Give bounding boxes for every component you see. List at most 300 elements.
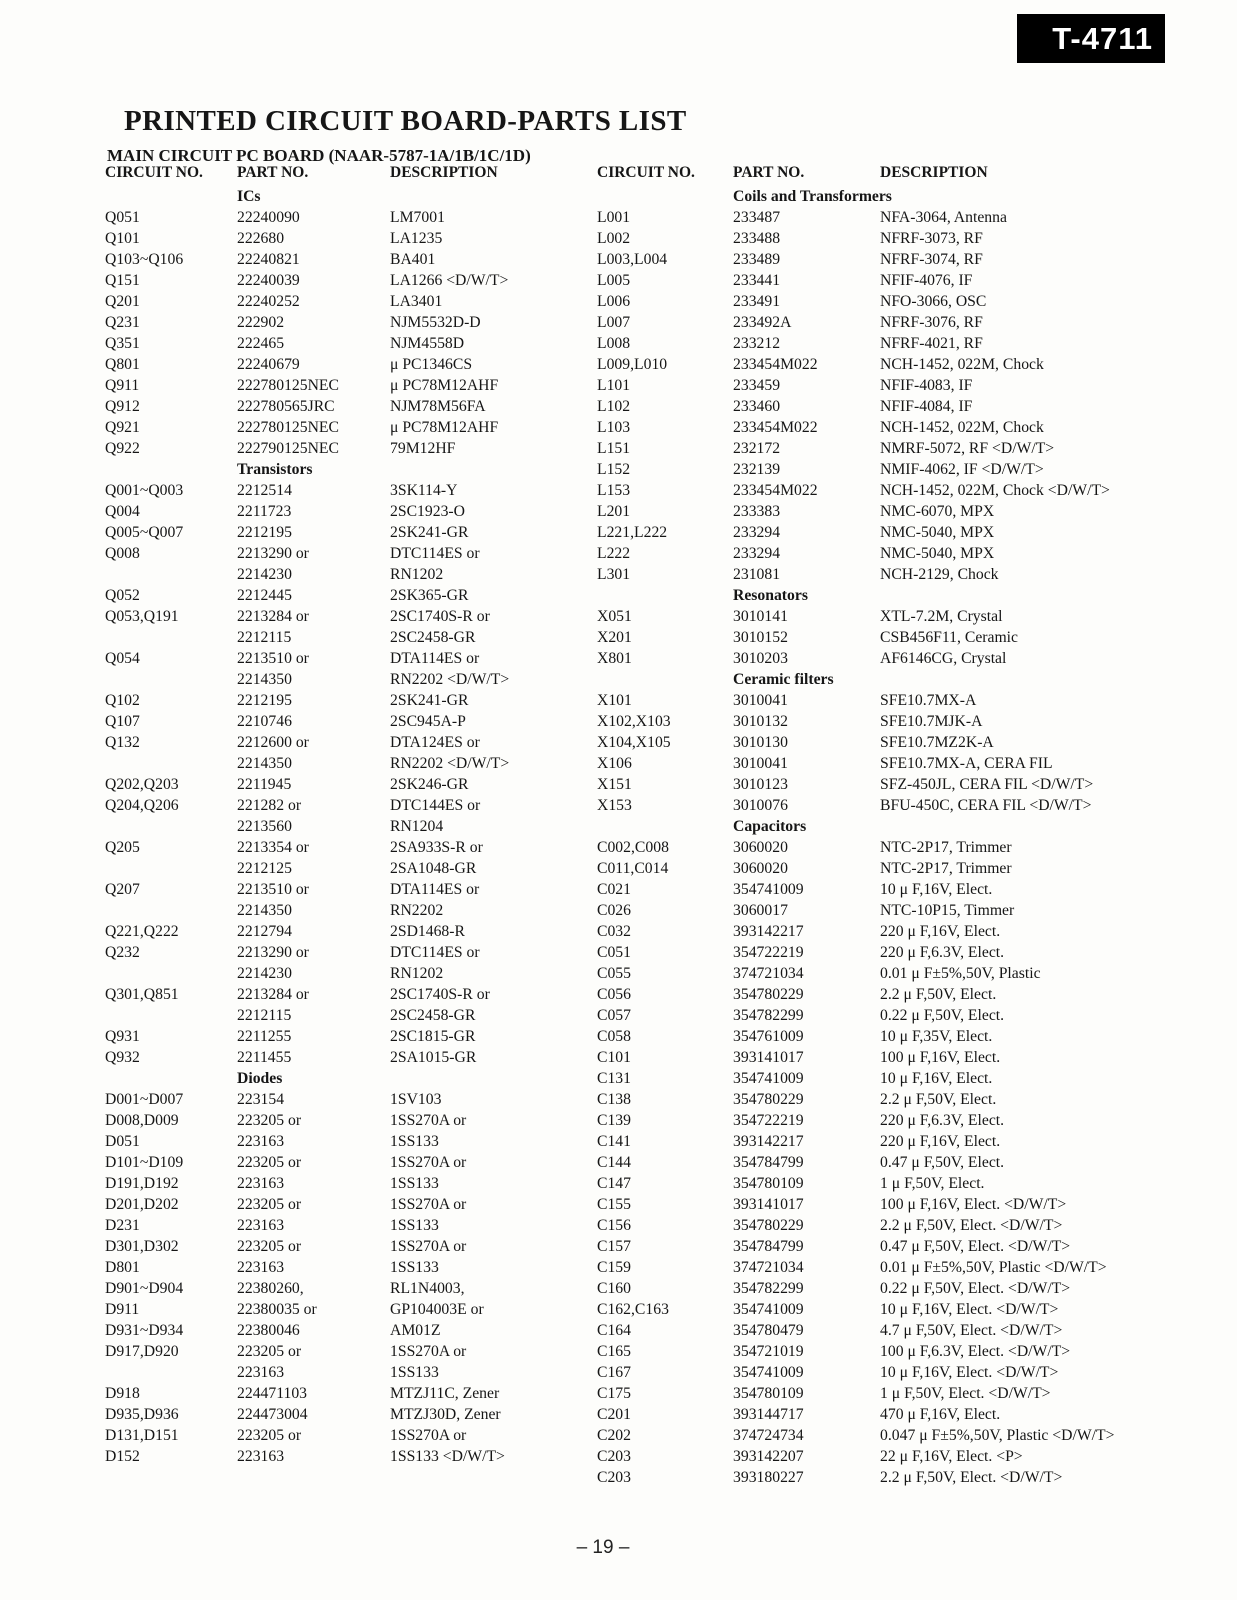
table-row: [597, 396, 1232, 417]
description-cell: NFRF-4021, RF: [880, 335, 983, 352]
description-cell: 10 μ F,35V, Elect.: [880, 1028, 993, 1045]
section-row: [105, 186, 610, 207]
circuit-no-cell: L007: [597, 314, 631, 331]
table-row: [105, 1131, 610, 1152]
part-no-cell: 223154: [237, 1091, 285, 1108]
description-cell: SFZ-450JL, CERA FIL <D/W/T>: [880, 776, 1094, 793]
part-no-cell: 3010130: [733, 734, 788, 751]
board-subtitle: MAIN CIRCUIT PC BOARD (NAAR-5787-1A/1B/1C/1D): [107, 146, 531, 165]
table-row: [597, 291, 1232, 312]
circuit-no-cell: C057: [597, 1007, 631, 1024]
table-row: [105, 1383, 610, 1404]
part-no-cell: 2212794: [237, 923, 292, 940]
part-no-cell: 354780109: [733, 1175, 804, 1192]
part-no-cell: 354782299: [733, 1280, 804, 1297]
table-row: [105, 984, 610, 1005]
part-no-cell: 222780125NEC: [237, 377, 339, 394]
part-no-cell: 2213560: [237, 818, 292, 835]
circuit-no-cell: [597, 816, 733, 837]
part-no-cell: 2212514: [237, 482, 292, 499]
description-cell: 2SK365-GR: [390, 587, 469, 604]
table-row: [105, 396, 610, 417]
circuit-no-cell: D231: [105, 1217, 140, 1234]
description-cell: RL1N4003,: [390, 1280, 465, 1297]
table-row: [597, 1299, 1232, 1320]
table-row: [105, 942, 610, 963]
right-table-header: [597, 164, 988, 182]
table-row: [597, 459, 1232, 480]
circuit-no-cell: Q204,Q206: [105, 797, 179, 814]
circuit-no-cell: L301: [597, 566, 631, 583]
circuit-no-cell: Q207: [105, 881, 140, 898]
table-row: [597, 879, 1232, 900]
description-cell: 1SS133 <D/W/T>: [390, 1448, 505, 1465]
description-cell: 3SK114-Y: [390, 482, 458, 499]
description-cell: LA3401: [390, 293, 443, 310]
part-no-cell: 223163: [237, 1217, 285, 1234]
table-row: [597, 627, 1232, 648]
circuit-no-cell: C159: [597, 1259, 631, 1276]
circuit-no-cell: L153: [597, 482, 631, 499]
part-no-cell: 393141017: [733, 1196, 804, 1213]
circuit-no-cell: C032: [597, 923, 631, 940]
description-cell: 2SK241-GR: [390, 692, 469, 709]
description-cell: 2SK246-GR: [390, 776, 469, 793]
description-cell: DTC114ES or: [390, 944, 480, 961]
parts-table-left: [105, 186, 610, 1467]
circuit-no-cell: X106: [597, 755, 632, 772]
column-header-part-no: PART NO.: [237, 164, 309, 181]
part-no-cell: 354741009: [733, 881, 804, 898]
circuit-no-cell: D001~D007: [105, 1091, 184, 1108]
table-row: [105, 1446, 610, 1467]
table-row: [597, 1383, 1232, 1404]
table-row: [105, 1257, 610, 1278]
circuit-no-cell: C056: [597, 986, 631, 1003]
table-row: [597, 1236, 1232, 1257]
table-row: [597, 1194, 1232, 1215]
table-row: [105, 921, 610, 942]
description-cell: GP104003E or: [390, 1301, 484, 1318]
table-row: [597, 753, 1232, 774]
table-row: [105, 1320, 610, 1341]
table-row: [105, 1005, 610, 1026]
description-cell: NMC-6070, MPX: [880, 503, 995, 520]
table-row: [105, 816, 610, 837]
table-row: [105, 690, 610, 711]
table-row: [597, 1005, 1232, 1026]
table-row: [597, 438, 1232, 459]
section-label: Diodes: [237, 1070, 283, 1087]
description-cell: NTC-10P15, Timmer: [880, 902, 1015, 919]
part-no-cell: 354741009: [733, 1301, 804, 1318]
description-cell: 0.047 μ F±5%,50V, Plastic <D/W/T>: [880, 1427, 1115, 1444]
part-no-cell: 2212195: [237, 524, 292, 541]
part-no-cell: 354780229: [733, 1217, 804, 1234]
part-no-cell: 223163: [237, 1259, 285, 1276]
table-row: [105, 1173, 610, 1194]
circuit-no-cell: [597, 585, 733, 606]
part-no-cell: 233454M022: [733, 482, 818, 499]
circuit-no-cell: L008: [597, 335, 631, 352]
description-cell: 2SC945A-P: [390, 713, 466, 730]
table-row: [105, 1152, 610, 1173]
description-cell: CSB456F11, Ceramic: [880, 629, 1018, 646]
table-row: [105, 1110, 610, 1131]
circuit-no-cell: C175: [597, 1385, 631, 1402]
circuit-no-cell: D911: [105, 1301, 140, 1318]
circuit-no-cell: C167: [597, 1364, 631, 1381]
description-cell: μ PC1346CS: [390, 356, 473, 373]
circuit-no-cell: [105, 963, 237, 984]
description-cell: 2SC1815-GR: [390, 1028, 476, 1045]
circuit-no-cell: Q301,Q851: [105, 986, 179, 1003]
part-no-cell: 233487: [733, 209, 781, 226]
part-no-cell: 221282 or: [237, 797, 302, 814]
description-cell: 10 μ F,16V, Elect. <D/W/T>: [880, 1364, 1059, 1381]
table-row: [597, 1467, 1232, 1488]
part-no-cell: 2213510 or: [237, 881, 309, 898]
circuit-no-cell: C203: [597, 1469, 631, 1486]
table-row: [597, 333, 1232, 354]
circuit-no-cell: C055: [597, 965, 631, 982]
column-header-description: DESCRIPTION: [390, 164, 498, 181]
part-no-cell: 3060020: [733, 860, 788, 877]
part-no-cell: 224473004: [237, 1406, 308, 1423]
circuit-no-cell: [597, 669, 733, 690]
part-no-cell: 354721019: [733, 1343, 804, 1360]
section-label: Capacitors: [733, 818, 807, 835]
column-header-description: DESCRIPTION: [880, 164, 988, 181]
table-row: [105, 1299, 610, 1320]
table-row: [105, 270, 610, 291]
description-cell: NFIF-4084, IF: [880, 398, 973, 415]
table-row: [105, 732, 610, 753]
part-no-cell: 223163: [237, 1364, 285, 1381]
table-row: [597, 522, 1232, 543]
table-row: [597, 984, 1232, 1005]
description-cell: RN1202: [390, 965, 444, 982]
table-row: [105, 228, 610, 249]
circuit-no-cell: X101: [597, 692, 632, 709]
part-no-cell: 3060017: [733, 902, 788, 919]
circuit-no-cell: X153: [597, 797, 632, 814]
circuit-no-cell: C138: [597, 1091, 631, 1108]
table-row: [597, 1257, 1232, 1278]
circuit-no-cell: C165: [597, 1343, 631, 1360]
table-row: [105, 417, 610, 438]
description-cell: NJM4558D: [390, 335, 465, 352]
table-row: [105, 627, 610, 648]
table-row: [105, 543, 610, 564]
part-no-cell: 393142217: [733, 1133, 804, 1150]
table-row: [597, 1278, 1232, 1299]
description-cell: 2SC1740S-R or: [390, 986, 490, 1003]
part-no-cell: 374721034: [733, 965, 804, 982]
table-row: [597, 480, 1232, 501]
description-cell: 1SS270A or: [390, 1343, 467, 1360]
circuit-no-cell: Q931: [105, 1028, 140, 1045]
description-cell: SFE10.7MX-A: [880, 692, 977, 709]
table-row: [597, 837, 1232, 858]
description-cell: RN2202 <D/W/T>: [390, 671, 510, 688]
part-no-cell: 223205 or: [237, 1154, 302, 1171]
part-no-cell: 2214230: [237, 965, 292, 982]
circuit-no-cell: X102,X103: [597, 713, 671, 730]
description-cell: DTA114ES or: [390, 881, 480, 898]
table-row: [105, 774, 610, 795]
table-row: [105, 1089, 610, 1110]
part-no-cell: 3010041: [733, 692, 788, 709]
part-no-cell: 354761009: [733, 1028, 804, 1045]
circuit-no-cell: L006: [597, 293, 631, 310]
table-row: [597, 942, 1232, 963]
part-no-cell: 2210746: [237, 713, 292, 730]
circuit-no-cell: C101: [597, 1049, 631, 1066]
table-row: [597, 270, 1232, 291]
circuit-no-cell: D801: [105, 1259, 140, 1276]
part-no-cell: 223205 or: [237, 1238, 302, 1255]
part-no-cell: 3060020: [733, 839, 788, 856]
part-no-cell: 22380046: [237, 1322, 300, 1339]
table-row: [597, 1152, 1232, 1173]
circuit-no-cell: [105, 1005, 237, 1026]
part-no-cell: 233441: [733, 272, 781, 289]
description-cell: 22 μ F,16V, Elect. <P>: [880, 1448, 1023, 1465]
table-row: [597, 249, 1232, 270]
part-no-cell: 393142207: [733, 1448, 804, 1465]
circuit-no-cell: Q053,Q191: [105, 608, 179, 625]
part-no-cell: 223205 or: [237, 1112, 302, 1129]
description-cell: NJM5532D-D: [390, 314, 481, 331]
section-label: Resonators: [733, 587, 808, 604]
circuit-no-cell: D101~D109: [105, 1154, 184, 1171]
table-row: [105, 795, 610, 816]
description-cell: 0.22 μ F,50V, Elect. <D/W/T>: [880, 1280, 1071, 1297]
table-row: [597, 501, 1232, 522]
table-row: [597, 1068, 1232, 1089]
circuit-no-cell: Q351: [105, 335, 140, 352]
description-cell: BFU-450C, CERA FIL <D/W/T>: [880, 797, 1092, 814]
circuit-no-cell: Q103~Q106: [105, 251, 184, 268]
description-cell: NFRF-3073, RF: [880, 230, 983, 247]
document-id-badge: T-4711: [1017, 14, 1165, 63]
table-row: [105, 1362, 610, 1383]
circuit-no-cell: C021: [597, 881, 631, 898]
circuit-no-cell: Q201: [105, 293, 140, 310]
table-row: [105, 291, 610, 312]
part-no-cell: 2213354 or: [237, 839, 309, 856]
table-row: [105, 207, 610, 228]
part-no-cell: 22240252: [237, 293, 300, 310]
table-row: [105, 522, 610, 543]
part-no-cell: 222680: [237, 230, 285, 247]
table-row: [597, 1026, 1232, 1047]
description-cell: 2SA1048-GR: [390, 860, 477, 877]
table-row: [105, 438, 610, 459]
description-cell: DTA114ES or: [390, 650, 480, 667]
table-row: [597, 774, 1232, 795]
circuit-no-cell: D152: [105, 1448, 140, 1465]
description-cell: 2SD1468-R: [390, 923, 465, 940]
circuit-no-cell: L103: [597, 419, 631, 436]
table-row: [105, 585, 610, 606]
circuit-no-cell: D131,D151: [105, 1427, 179, 1444]
circuit-no-cell: D901~D904: [105, 1280, 184, 1297]
circuit-no-cell: Q132: [105, 734, 140, 751]
table-row: [105, 711, 610, 732]
description-cell: 100 μ F,16V, Elect. <D/W/T>: [880, 1196, 1067, 1213]
description-cell: 2SA933S-R or: [390, 839, 483, 856]
part-no-cell: 2214350: [237, 902, 292, 919]
circuit-no-cell: [105, 459, 237, 480]
table-row: [105, 501, 610, 522]
description-cell: SFE10.7MJK-A: [880, 713, 983, 730]
description-cell: 1SS270A or: [390, 1196, 467, 1213]
page-number: – 19 –: [576, 1537, 630, 1558]
circuit-no-cell: X104,X105: [597, 734, 671, 751]
description-cell: μ PC78M12AHF: [390, 419, 499, 436]
circuit-no-cell: Q922: [105, 440, 140, 457]
table-row: [105, 879, 610, 900]
description-cell: 1SS133: [390, 1259, 439, 1276]
part-no-cell: 2211255: [237, 1028, 292, 1045]
description-cell: 2SC2458-GR: [390, 1007, 476, 1024]
part-no-cell: 3010141: [733, 608, 788, 625]
circuit-no-cell: Q932: [105, 1049, 140, 1066]
circuit-no-cell: Q912: [105, 398, 140, 415]
table-row: [597, 417, 1232, 438]
circuit-no-cell: C002,C008: [597, 839, 669, 856]
description-cell: DTC144ES or: [390, 797, 481, 814]
part-no-cell: 2213290 or: [237, 545, 309, 562]
table-row: [597, 711, 1232, 732]
description-cell: DTC114ES or: [390, 545, 480, 562]
part-no-cell: 2212115: [237, 629, 292, 646]
description-cell: 10 μ F,16V, Elect.: [880, 881, 993, 898]
circuit-no-cell: Q151: [105, 272, 140, 289]
table-row: [597, 1173, 1232, 1194]
part-no-cell: 2213510 or: [237, 650, 309, 667]
table-row: [597, 375, 1232, 396]
part-no-cell: 2214350: [237, 755, 292, 772]
part-no-cell: 224471103: [237, 1385, 308, 1402]
circuit-no-cell: L221,L222: [597, 524, 668, 541]
description-cell: SFE10.7MZ2K-A: [880, 734, 994, 751]
description-cell: 0.47 μ F,50V, Elect. <D/W/T>: [880, 1238, 1071, 1255]
table-row: [597, 1341, 1232, 1362]
table-row: [597, 795, 1232, 816]
section-row: [597, 585, 1232, 606]
description-cell: 2SA1015-GR: [390, 1049, 477, 1066]
part-no-cell: 222465: [237, 335, 285, 352]
circuit-no-cell: L005: [597, 272, 631, 289]
part-no-cell: 2214230: [237, 566, 292, 583]
part-no-cell: 223205 or: [237, 1196, 302, 1213]
table-row: [597, 1404, 1232, 1425]
part-no-cell: 223205 or: [237, 1427, 302, 1444]
part-no-cell: 233460: [733, 398, 781, 415]
part-no-cell: 3010132: [733, 713, 788, 730]
part-no-cell: 233488: [733, 230, 781, 247]
description-cell: 1SS133: [390, 1175, 439, 1192]
part-no-cell: 22240039: [237, 272, 300, 289]
circuit-no-cell: Q102: [105, 692, 140, 709]
table-row: [597, 921, 1232, 942]
description-cell: 0.01 μ F±5%,50V, Plastic: [880, 965, 1041, 982]
description-cell: 220 μ F,6.3V, Elect.: [880, 944, 1005, 961]
description-cell: 1SS270A or: [390, 1112, 467, 1129]
description-cell: 100 μ F,6.3V, Elect. <D/W/T>: [880, 1343, 1071, 1360]
table-row: [105, 858, 610, 879]
description-cell: 1SS270A or: [390, 1238, 467, 1255]
description-cell: NCH-1452, 022M, Chock: [880, 356, 1044, 373]
circuit-no-cell: C058: [597, 1028, 631, 1045]
part-no-cell: 2212195: [237, 692, 292, 709]
description-cell: NCH-1452, 022M, Chock <D/W/T>: [880, 482, 1110, 499]
circuit-no-cell: Q005~Q007: [105, 524, 184, 541]
table-row: [597, 606, 1232, 627]
table-row: [597, 1362, 1232, 1383]
circuit-no-cell: [105, 816, 237, 837]
section-label: Ceramic filters: [733, 671, 834, 688]
section-row: [597, 816, 1232, 837]
description-cell: 0.01 μ F±5%,50V, Plastic <D/W/T>: [880, 1259, 1107, 1276]
part-no-cell: 231081: [733, 566, 781, 583]
table-row: [597, 1089, 1232, 1110]
part-no-cell: 2214350: [237, 671, 292, 688]
table-row: [105, 564, 610, 585]
circuit-no-cell: Q054: [105, 650, 140, 667]
circuit-no-cell: L201: [597, 503, 631, 520]
circuit-no-cell: [105, 627, 237, 648]
table-row: [105, 480, 610, 501]
part-no-cell: 2213290 or: [237, 944, 309, 961]
part-no-cell: 223163: [237, 1133, 285, 1150]
description-cell: XTL-7.2M, Crystal: [880, 608, 1003, 625]
circuit-no-cell: Q202,Q203: [105, 776, 179, 793]
part-no-cell: 222790125NEC: [237, 440, 339, 457]
table-row: [597, 312, 1232, 333]
part-no-cell: 2213284 or: [237, 608, 309, 625]
description-cell: 1 μ F,50V, Elect.: [880, 1175, 985, 1192]
description-cell: 220 μ F,16V, Elect.: [880, 923, 1001, 940]
part-no-cell: 3010203: [733, 650, 788, 667]
description-cell: RN2202 <D/W/T>: [390, 755, 510, 772]
part-no-cell: 354780229: [733, 986, 804, 1003]
part-no-cell: 233212: [733, 335, 781, 352]
part-no-cell: 3010123: [733, 776, 788, 793]
description-cell: 1 μ F,50V, Elect. <D/W/T>: [880, 1385, 1051, 1402]
part-no-cell: 354780109: [733, 1385, 804, 1402]
table-row: [105, 1236, 610, 1257]
part-no-cell: 233294: [733, 545, 781, 562]
table-row: [105, 1341, 610, 1362]
column-header-circuit-no: CIRCUIT NO.: [597, 164, 695, 181]
part-no-cell: 233454M022: [733, 356, 818, 373]
part-no-cell: 393180227: [733, 1469, 804, 1486]
circuit-no-cell: C155: [597, 1196, 631, 1213]
circuit-no-cell: [105, 900, 237, 921]
part-no-cell: 233459: [733, 377, 781, 394]
part-no-cell: 2212600 or: [237, 734, 309, 751]
description-cell: 10 μ F,16V, Elect.: [880, 1070, 993, 1087]
description-cell: BA401: [390, 251, 436, 268]
description-cell: NFIF-4076, IF: [880, 272, 973, 289]
circuit-no-cell: C011,C014: [597, 860, 669, 877]
description-cell: AM01Z: [390, 1322, 441, 1339]
description-cell: NJM78M56FA: [390, 398, 486, 415]
